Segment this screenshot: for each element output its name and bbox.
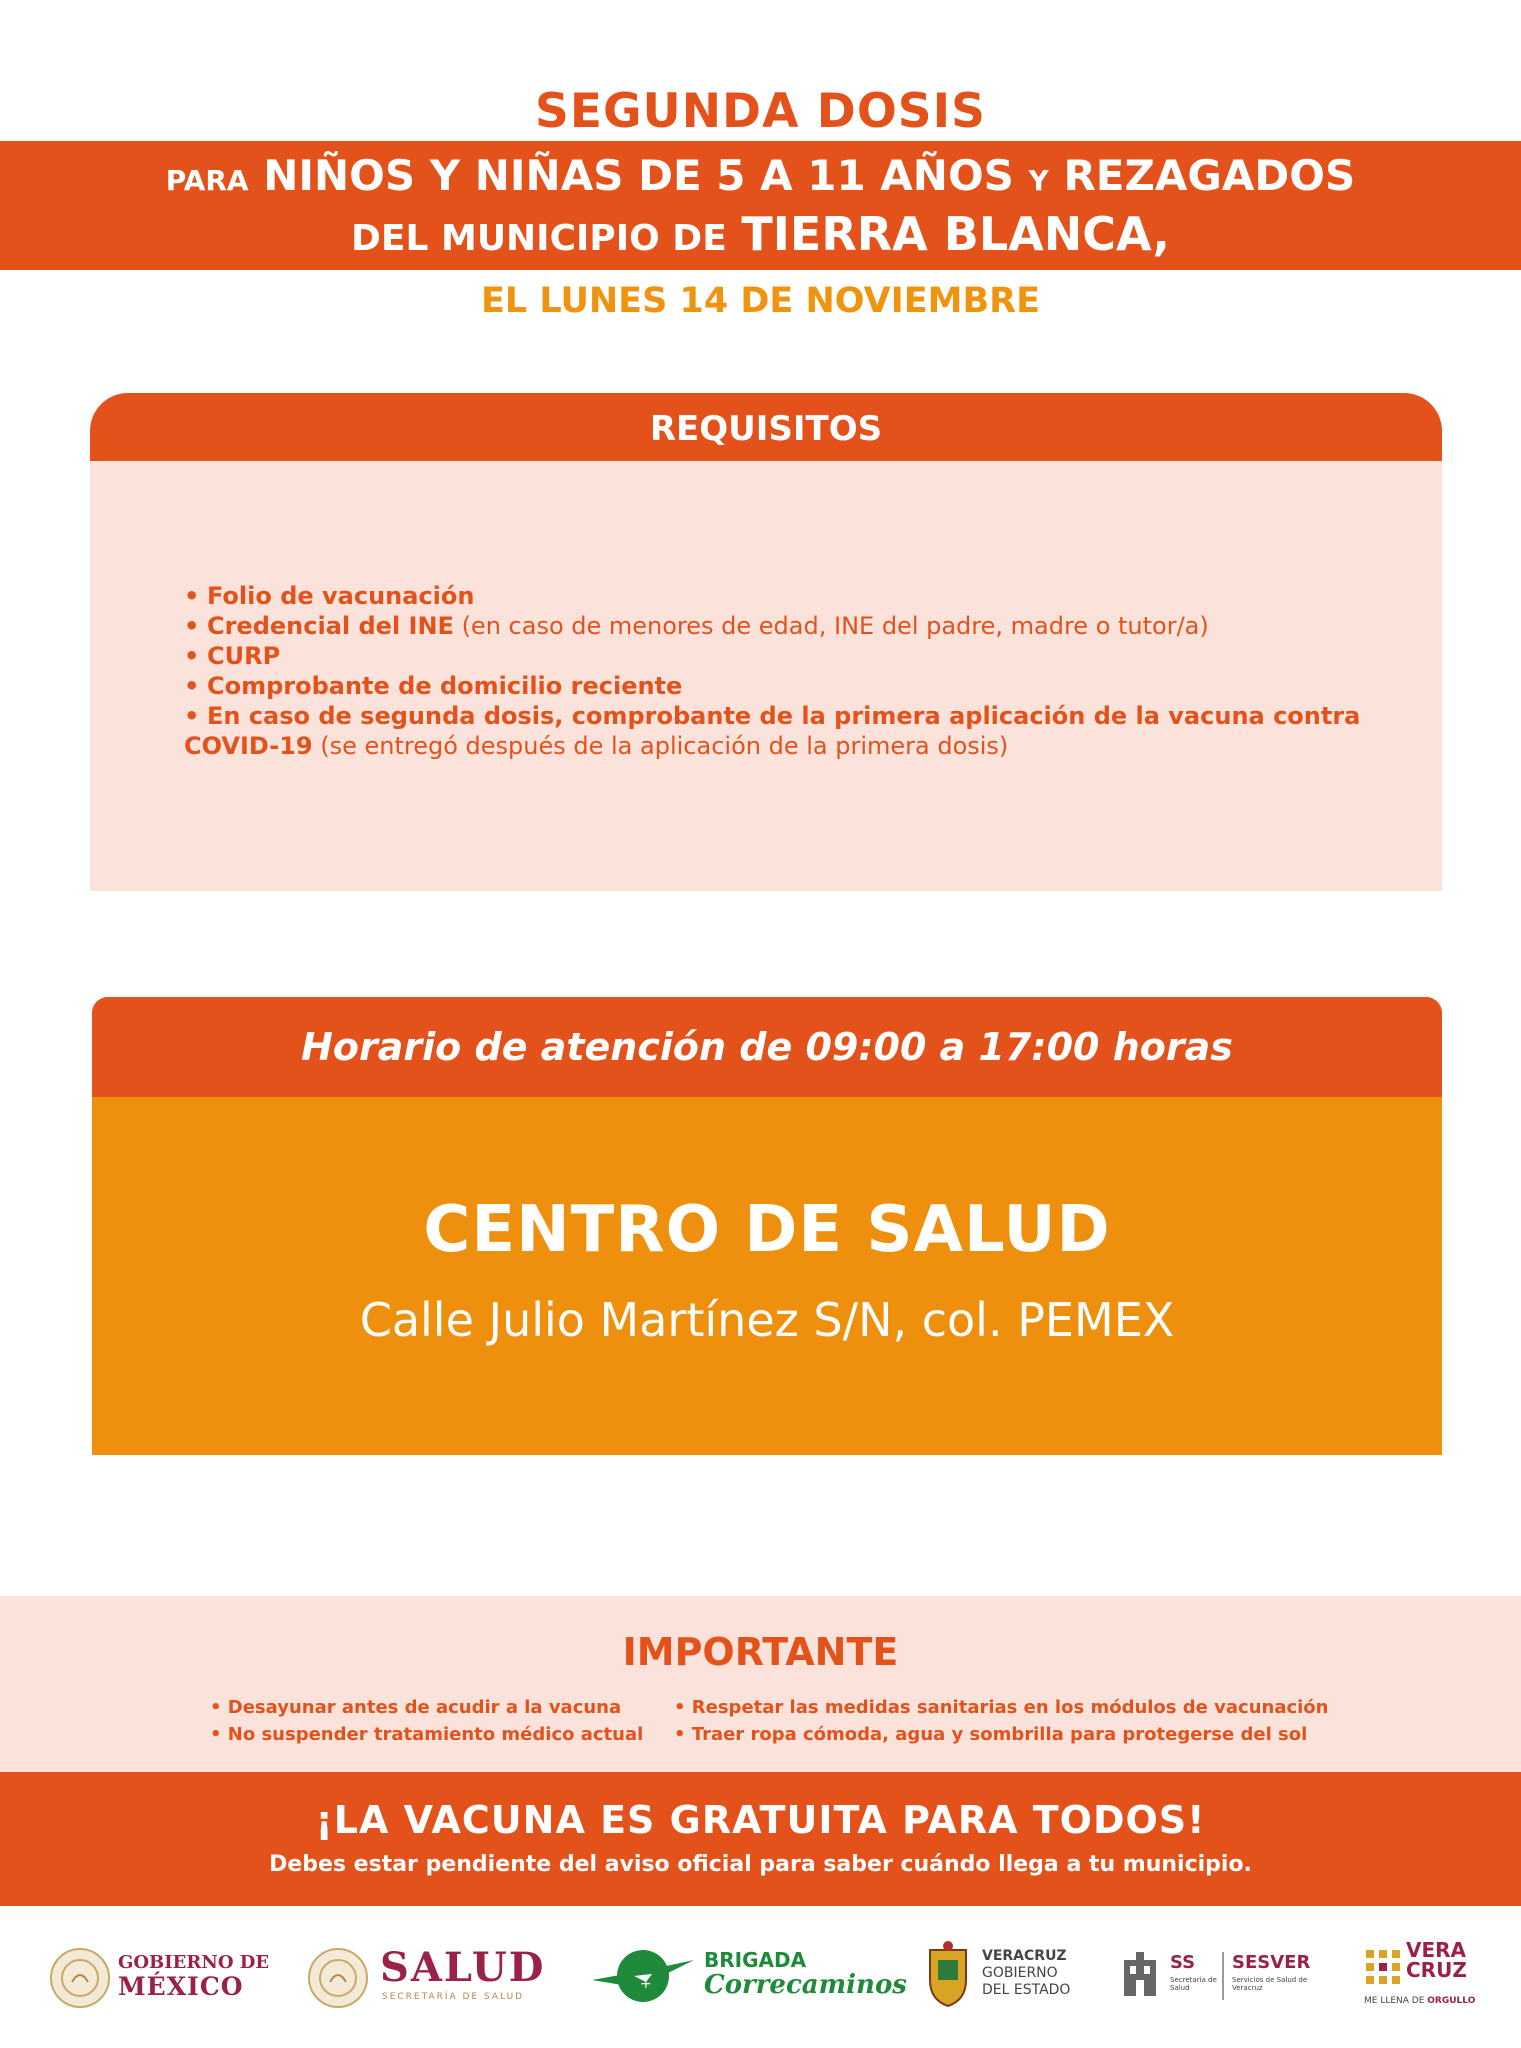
header-age-range: NIÑOS Y NIÑAS DE 5 A 11 AÑOS (263, 151, 1014, 200)
free-vaccine-subtitle: Debes estar pendiente del aviso oficial para saber cuándo llega a tu municipio. (269, 1852, 1252, 1877)
ss-sesver-logo (1120, 1926, 1330, 2026)
header-municipio-label: DEL MUNICIPIO DE (351, 218, 727, 259)
requisito-item: • Comprobante de domicilio reciente (184, 672, 683, 700)
logo-divider (1222, 1952, 1224, 2000)
importante-item: • No suspender tratamiento médico actual (210, 1724, 644, 1745)
importante-item: • Respetar las medidas sanitarias en los módulos de vacunación (674, 1697, 1329, 1718)
national-seal-icon (50, 1948, 110, 2008)
roadrunner-icon (588, 1946, 698, 2006)
header-line-1 (0, 151, 1521, 200)
veracruz-brand-slogan: ME LLENA DE ORGULLO (1364, 1996, 1476, 2006)
page-title: SEGUNDA DOSIS (535, 84, 986, 139)
header-band (0, 141, 1521, 270)
requisito-item: • En caso de segunda dosis, comprobante de la primera aplicación de la vacuna contra (184, 702, 1361, 730)
brigada-text-2: Correcaminos (704, 1970, 907, 2000)
importante-item: • Desayunar antes de acudir a la vacuna (210, 1697, 622, 1718)
ss-subtext: Secretaría de Salud (1170, 1976, 1217, 1992)
logo-strip (0, 1926, 1521, 2026)
brigada-text-1: BRIGADA (704, 1948, 807, 1972)
veracruz-brand-text-1: VERA (1406, 1938, 1467, 1962)
horario-heading: Horario de atención de 09:00 a 17:00 horas (92, 997, 1442, 1097)
svg-text:+: + (640, 1976, 652, 1992)
free-vaccine-title: ¡LA VACUNA ES GRATUITA PARA TODOS! (315, 1798, 1206, 1842)
national-seal-icon (308, 1948, 368, 2008)
importante-title: IMPORTANTE (622, 1630, 899, 1674)
sesver-subtext: Servicios de Salud de Veracruz (1232, 1976, 1308, 1992)
location-address: Calle Julio Martínez S/N, col. PEMEX (359, 1293, 1175, 1347)
importante-column-right (674, 1694, 1329, 1748)
veracruz-orgullo-logo (1364, 1926, 1484, 2026)
requisitos-heading: REQUISITOS (90, 393, 1442, 461)
veracruz-shield-icon (924, 1940, 972, 2008)
ss-building-icon (1120, 1950, 1160, 2000)
sesver-text: SESVER (1232, 1952, 1311, 1973)
veracruz-text-2: GOBIERNO (982, 1965, 1058, 1981)
veracruz-text-3: DEL ESTADO (982, 1982, 1071, 1998)
salud-logo (308, 1926, 548, 2026)
requisito-item: • Folio de vacunación (184, 582, 475, 610)
salud-text: SALUD (380, 1944, 546, 1991)
veracruz-brand-text-2: CRUZ (1406, 1958, 1467, 1982)
veracruz-gobierno-logo (924, 1926, 1084, 2026)
veracruz-text-1: VERACRUZ (982, 1948, 1067, 1964)
requisito-item: • CURP (184, 642, 281, 670)
header-y: Y (1028, 164, 1049, 197)
header-para: PARA (165, 164, 249, 197)
header-municipio-name: TIERRA BLANCA, (741, 207, 1170, 261)
importante-section (0, 1596, 1521, 1772)
requisitos-card (90, 393, 1442, 891)
header-rezagados: REZAGADOS (1063, 151, 1356, 200)
requisitos-list (184, 581, 1384, 761)
ss-text: SS (1170, 1952, 1196, 1973)
requisito-item-continuation: COVID-19 (se entregó después de la aplicación de la primera dosis) (184, 732, 1009, 760)
brigada-correcaminos-logo (588, 1926, 907, 2026)
importante-column-left (210, 1694, 643, 1748)
event-date: EL LUNES 14 DE NOVIEMBRE (481, 281, 1040, 321)
requisito-item: • Credencial del INE (en caso de menores de edad, INE del padre, madre o tutor/a) (184, 612, 1209, 640)
location-name: CENTRO DE SALUD (423, 1193, 1111, 1267)
gobierno-text-1: GOBIERNO DE (118, 1952, 270, 1973)
gobierno-text-2: MÉXICO (118, 1972, 244, 2001)
salud-subtext: SECRETARÍA DE SALUD (382, 1992, 525, 2002)
pattern-icon (1364, 1948, 1402, 1986)
header-line-2 (0, 207, 1521, 261)
importante-item: • Traer ropa cómoda, agua y sombrilla para protegerse del sol (674, 1724, 1308, 1745)
horario-card (92, 997, 1442, 1455)
gobierno-mexico-logo (50, 1926, 270, 2026)
free-vaccine-band (0, 1772, 1521, 1906)
